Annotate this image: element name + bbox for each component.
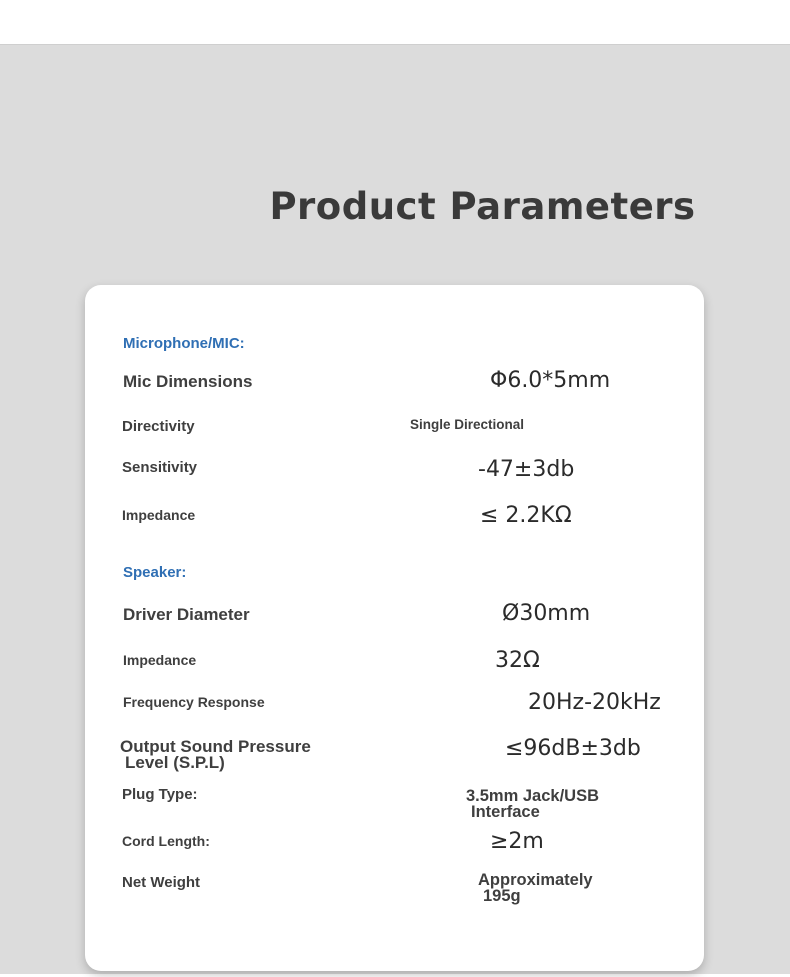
param-value-driver-diameter: Ø30mm [502, 601, 591, 626]
param-label-mic-dimensions: Mic Dimensions [123, 372, 253, 391]
param-label-spl-line1: Output Sound Pressure [120, 737, 311, 756]
speaker-section-heading: Speaker: [123, 564, 187, 581]
param-label-driver-diameter: Driver Diameter [123, 605, 250, 624]
param-label-cord-length: Cord Length: [122, 833, 210, 849]
param-value-cord-length: ≥2m [490, 829, 544, 854]
param-value-plug-type [466, 788, 599, 820]
param-value-plug-type-line2: Interface [471, 803, 540, 821]
page-title: Product Parameters [269, 185, 696, 228]
param-value-plug-type-line1: 3.5mm Jack/USB [466, 787, 599, 805]
param-value-speaker-impedance: 32Ω [495, 648, 540, 673]
param-value-sensitivity: -47±3db [478, 457, 575, 482]
param-value-spl: ≤96dB±3db [505, 736, 641, 761]
param-label-spl [120, 739, 311, 771]
param-value-directivity: Single Directional [410, 417, 525, 432]
param-label-plug-type: Plug Type: [122, 786, 198, 803]
mic-section-heading: Microphone/MIC: [123, 335, 245, 352]
param-label-sensitivity: Sensitivity [122, 459, 198, 476]
param-value-net-weight-line1: Approximately [478, 871, 593, 889]
param-label-mic-impedance: Impedance [122, 507, 196, 523]
param-label-directivity: Directivity [122, 418, 195, 435]
param-label-frequency-response: Frequency Response [123, 694, 265, 710]
product-banner [0, 44, 790, 974]
param-value-net-weight-line2: 195g [483, 887, 521, 905]
param-value-frequency-response: 20Hz-20kHz [528, 690, 661, 715]
param-label-speaker-impedance: Impedance [123, 652, 197, 668]
param-label-net-weight: Net Weight [122, 874, 201, 891]
param-value-net-weight [478, 872, 593, 904]
parameters-card [85, 285, 704, 971]
param-value-mic-dimensions: Φ6.0*5mm [490, 368, 611, 393]
param-label-spl-line2: Level (S.P.L) [125, 753, 225, 772]
param-value-mic-impedance: ≤ 2.2KΩ [480, 503, 572, 528]
